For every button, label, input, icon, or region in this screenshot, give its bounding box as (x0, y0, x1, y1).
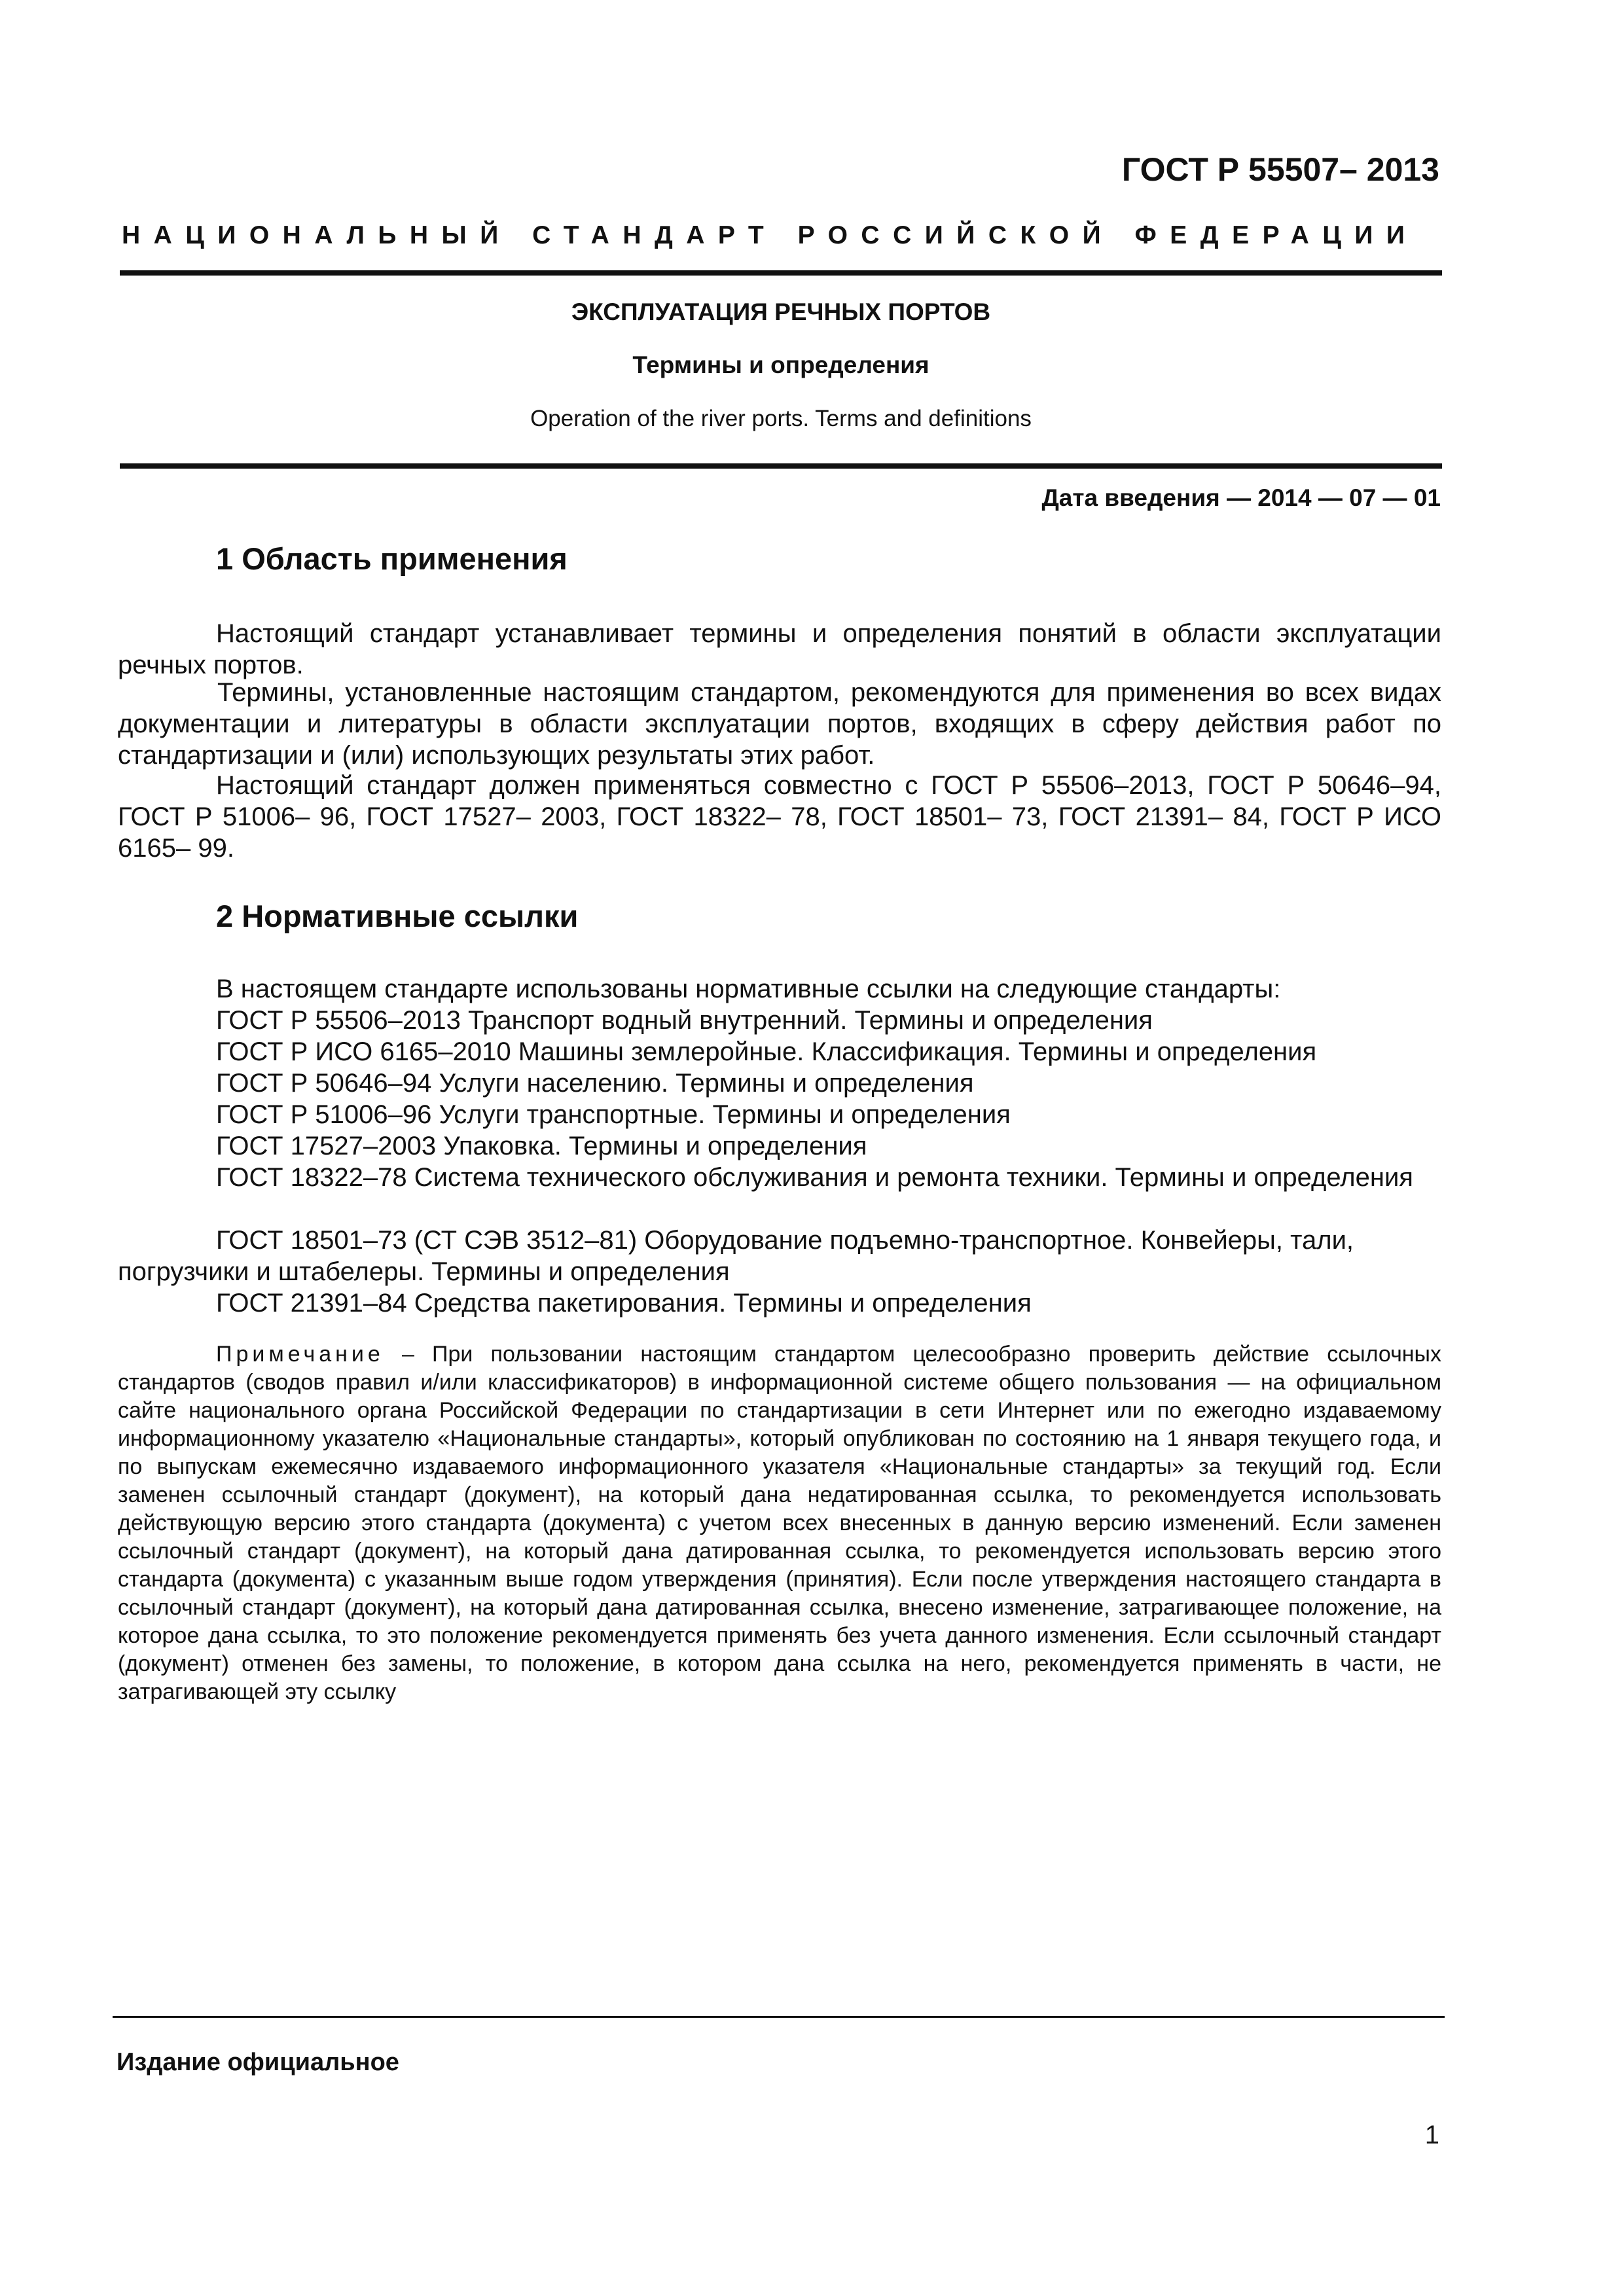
section-heading-normative-references: 2 Нормативные ссылки (216, 899, 579, 933)
header-rule (120, 270, 1442, 276)
reference-item: ГОСТ Р 51006–96 Услуги транспортные. Термины и определения (216, 1100, 1011, 1129)
scope-paragraph-3: Настоящий стандарт должен применяться совместно с ГОСТ Р 55506–2013, ГОСТ Р 50646–94, ГОСТ Р 51006– 96, ГОСТ 17527– 2003, ГОСТ 18322– 78, ГОСТ 18501– 73, ГОСТ 21391– 84, ГОСТ Р ИСО 6165– 99. (118, 771, 1441, 863)
scope-paragraph-2: Термины, установленные настоящим стандартом, рекомендуются для применения во всех видах документации и литературы в области эксплуатации портов, входящих в сферу действия работ по стандартизации и (или) использующих результаты этих работ. (118, 678, 1441, 770)
footer-rule (113, 2016, 1445, 2018)
references-note (118, 1340, 1441, 1706)
references-intro: В настоящем стандарте использованы нормативные ссылки на следующие стандарты: (216, 975, 1281, 1003)
section-heading-scope: 1 Область применения (216, 541, 568, 576)
document-title-english: Operation of the river ports. Terms and definitions (530, 406, 1032, 431)
reference-item: ГОСТ 17527–2003 Упаковка. Термины и определения (216, 1132, 867, 1160)
reference-item: ГОСТ Р ИСО 6165–2010 Машины землеройные. Классификация. Термины и определения (216, 1037, 1317, 1066)
reference-item: ГОСТ 18322–78 Система технического обслуживания и ремонта техники. Термины и определения (216, 1163, 1413, 1192)
note-label: Примечание (216, 1342, 384, 1367)
scope-paragraph-1: Настоящий стандарт устанавливает термины и определения понятий в области эксплуатации речных портов. (118, 619, 1441, 679)
title-rule (120, 463, 1442, 469)
reference-item: ГОСТ 21391–84 Средства пакетирования. Термины и определения (216, 1289, 1032, 1318)
document-number: ГОСТ Р 55507– 2013 (1121, 151, 1439, 188)
introduction-date: Дата введения — 2014 — 07 — 01 (1041, 484, 1441, 511)
reference-item: ГОСТ Р 50646–94 Услуги населению. Термины и определения (216, 1069, 974, 1098)
national-standard-banner: НАЦИОНАЛЬНЫЙ СТАНДАРТ РОССИЙСКОЙ ФЕДЕРАЦИИ (122, 221, 1418, 249)
document-subtitle: Термины и определения (632, 351, 929, 378)
reference-item: ГОСТ Р 55506–2013 Транспорт водный внутренний. Термины и определения (216, 1006, 1153, 1035)
reference-item: ГОСТ 18501–73 (СТ СЭВ 3512–81) Оборудование подъемно-транспортное. Конвейеры, тали, погрузчики и штабелеры. Термины и определения (118, 1226, 1354, 1286)
official-edition-label: Издание официальное (117, 2049, 399, 2076)
page-number: 1 (1424, 2121, 1439, 2149)
document-title: ЭКСПЛУАТАЦИЯ РЕЧНЫХ ПОРТОВ (571, 298, 991, 325)
note-text: – При пользовании настоящим стандартом целесообразно проверить действие ссылочных стандартов (сводов правил и/или классификаторов) в информационной системе общего пользования — на официальном сайте национального органа Российской Федерации по стандартизации в сети Интернет или по ежегодно издаваемому информационному указателю «Национальные стандарты», который опубликован по состоянию на 1 января текущего года, и по выпускам ежемесячно издаваемого информационного указателя «Национальные стандарты» за текущий год. Если заменен ссылочный стандарт (документ), на который дана недатированная ссылка, то рекомендуется использовать действующую версию этого стандарта (документа) с учетом всех внесенных в данную версию изменений. Если заменен ссылочный стандарт (документ), на который дана датированная ссылка, то рекомендуется использовать версию этого стандарта (документа) с указанным выше годом утверждения (принятия). Если после утверждения настоящего стандарта в ссылочный стандарт (документ), на который дана датированная ссылка, внесено изменение, затрагивающее положение, на которое дана ссылка, то это положение рекомендуется применять без учета данного изменения. Если ссылочный стандарт (документ) отменен без замены, то положение, в котором дана ссылка на него, рекомендуется применять в части, не затрагивающей эту ссылку (118, 1342, 1441, 1704)
